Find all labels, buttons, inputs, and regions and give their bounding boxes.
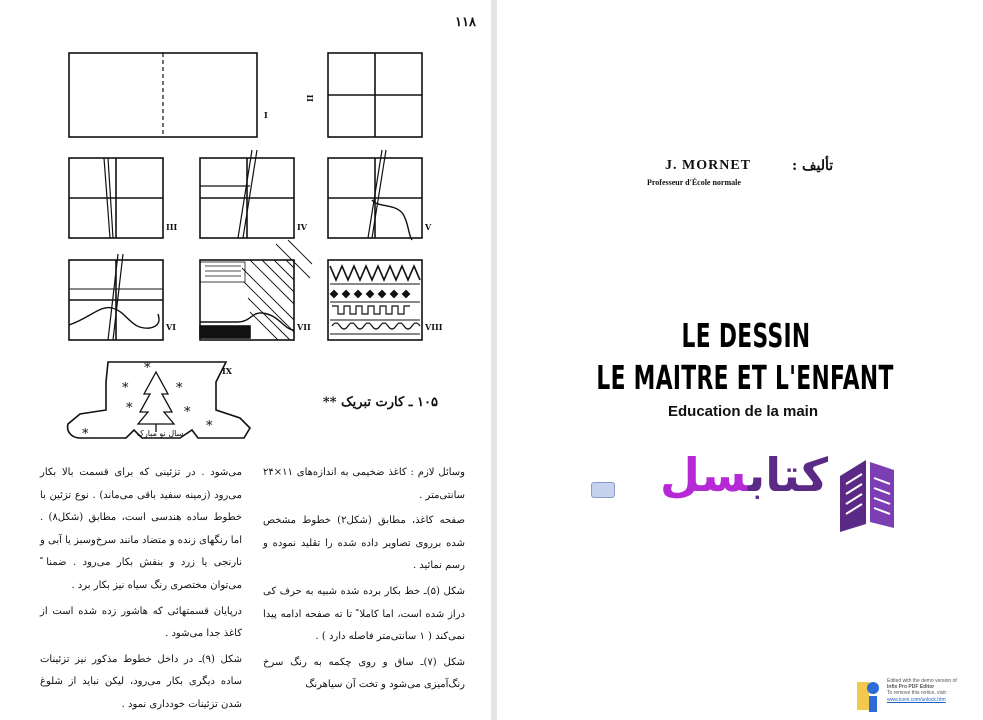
card-star: * [126, 401, 133, 416]
card-star: * [184, 405, 191, 420]
figure-2-grid [328, 53, 422, 137]
card-star: * [82, 427, 89, 442]
figure-8-label: VIII [425, 322, 443, 332]
book-title-line-2: LE MAITRE ET L'ENFANT [596, 358, 894, 397]
figure-4-grid [200, 150, 294, 238]
paragraph: درپایان قسمتهائی که هاشور زده شده است از کاغذ جدا می‌شود . [40, 605, 242, 640]
card-star: * [144, 361, 151, 376]
logo-text-part2: سل [660, 448, 748, 502]
flag-icon [591, 482, 615, 498]
card-star: * [206, 419, 213, 434]
infix-logo-icon [855, 678, 881, 714]
card-star: * [122, 381, 129, 396]
watermark-line2: Infix Pro PDF Editor [887, 684, 935, 691]
paragraph: صفحه کاغذ، مطابق (شکل۲) خطوط مشخص شده برروی تصاویر داده شده را تقلید نموده و رسم نمائید . [263, 515, 465, 572]
figure-2-label: II [305, 94, 315, 102]
figure-6-label: VI [166, 322, 176, 332]
watermark-line1: Edited with the demo version of [887, 678, 957, 684]
figure-3-grid [69, 158, 163, 238]
figure-caption: ۱۰۵ ـ کارت تبریک ** [322, 395, 438, 410]
author-name: J. MORNET [665, 158, 751, 173]
text-column-left [40, 462, 242, 717]
figure-3-label: III [166, 222, 178, 232]
books-icon [836, 454, 898, 534]
publisher-logo [583, 448, 898, 538]
figure-7-label: VII [297, 322, 311, 332]
figure-6-grid [69, 254, 163, 340]
figure-9-label: IX [222, 366, 232, 376]
card-greeting: سال نو مبارک [136, 429, 184, 438]
logo-text-part1: کتاب [747, 448, 828, 502]
book-subtitle: Education de la main [667, 403, 819, 420]
figure-1-rectangle [69, 53, 257, 137]
paragraph: می‌شود . در تزئینی که برای قسمت بالا بکار می‌رود (زمینه سفید باقی می‌ماند) . نوع تزئین با خطوط ساده هندسی است، مطابق (شکل۸) . اما رنگهای زنده و متضاد مانند سرخ‌وسبز یا آبی و نارنجی یا زرد و بنفش بکار می‌رود . ضمنا ً می‌توان مختصری رنگ سیاه نیز بکار برد . [40, 467, 243, 591]
figure-7-hatched [200, 240, 312, 340]
figure-1-label: I [264, 110, 268, 120]
book-title-line-1: LE DESSIN [681, 316, 811, 355]
figure-8-pattern [328, 260, 422, 340]
paragraph: شکل (۹)ـ در داخل خطوط مذکور نیز تزئینات ساده دیگری بکار می‌رود، لیکن نباید از شلوغ شدن تزئینات خودداری نمود . [40, 653, 242, 710]
watermark-link[interactable]: www.iceni.com/unlock.htm [887, 696, 946, 703]
figure-5-grid [328, 150, 422, 240]
author-title: Professeur d'École normale [647, 178, 741, 187]
figure-4-label: IV [297, 222, 307, 232]
paragraph: وسائل لازم : کاغذ ضخیمی به اندازه‌های ۱۱×۲۴ سانتی‌متر . [263, 467, 465, 501]
paragraph: شکل (۵)ـ خط بکار برده شده شبیه به حرف کی دراز شده است، اما کاملا ً تا ته صفحه ادامه پیدا نمی‌کند ( ۱ سانتی‌متر فاصله دارد ) . [263, 585, 465, 643]
logo-text [660, 448, 828, 502]
editor-watermark [855, 676, 975, 716]
figure-5-label: V [425, 222, 432, 232]
card-star: * [176, 381, 183, 396]
text-column-right [263, 462, 465, 697]
left-page [0, 0, 491, 720]
watermark-line3: To remove this notice, visit: [887, 690, 948, 697]
author-label: تألیف : [792, 158, 834, 174]
paragraph: شکل (۷)ـ ساق و روی چکمه به رنگ سرخ رنگ‌آمیزی می‌شود و تخت آن سیاهرنگ [263, 656, 465, 691]
page-number: ۱۱۸ [455, 15, 476, 30]
figure-drawings [0, 0, 491, 460]
